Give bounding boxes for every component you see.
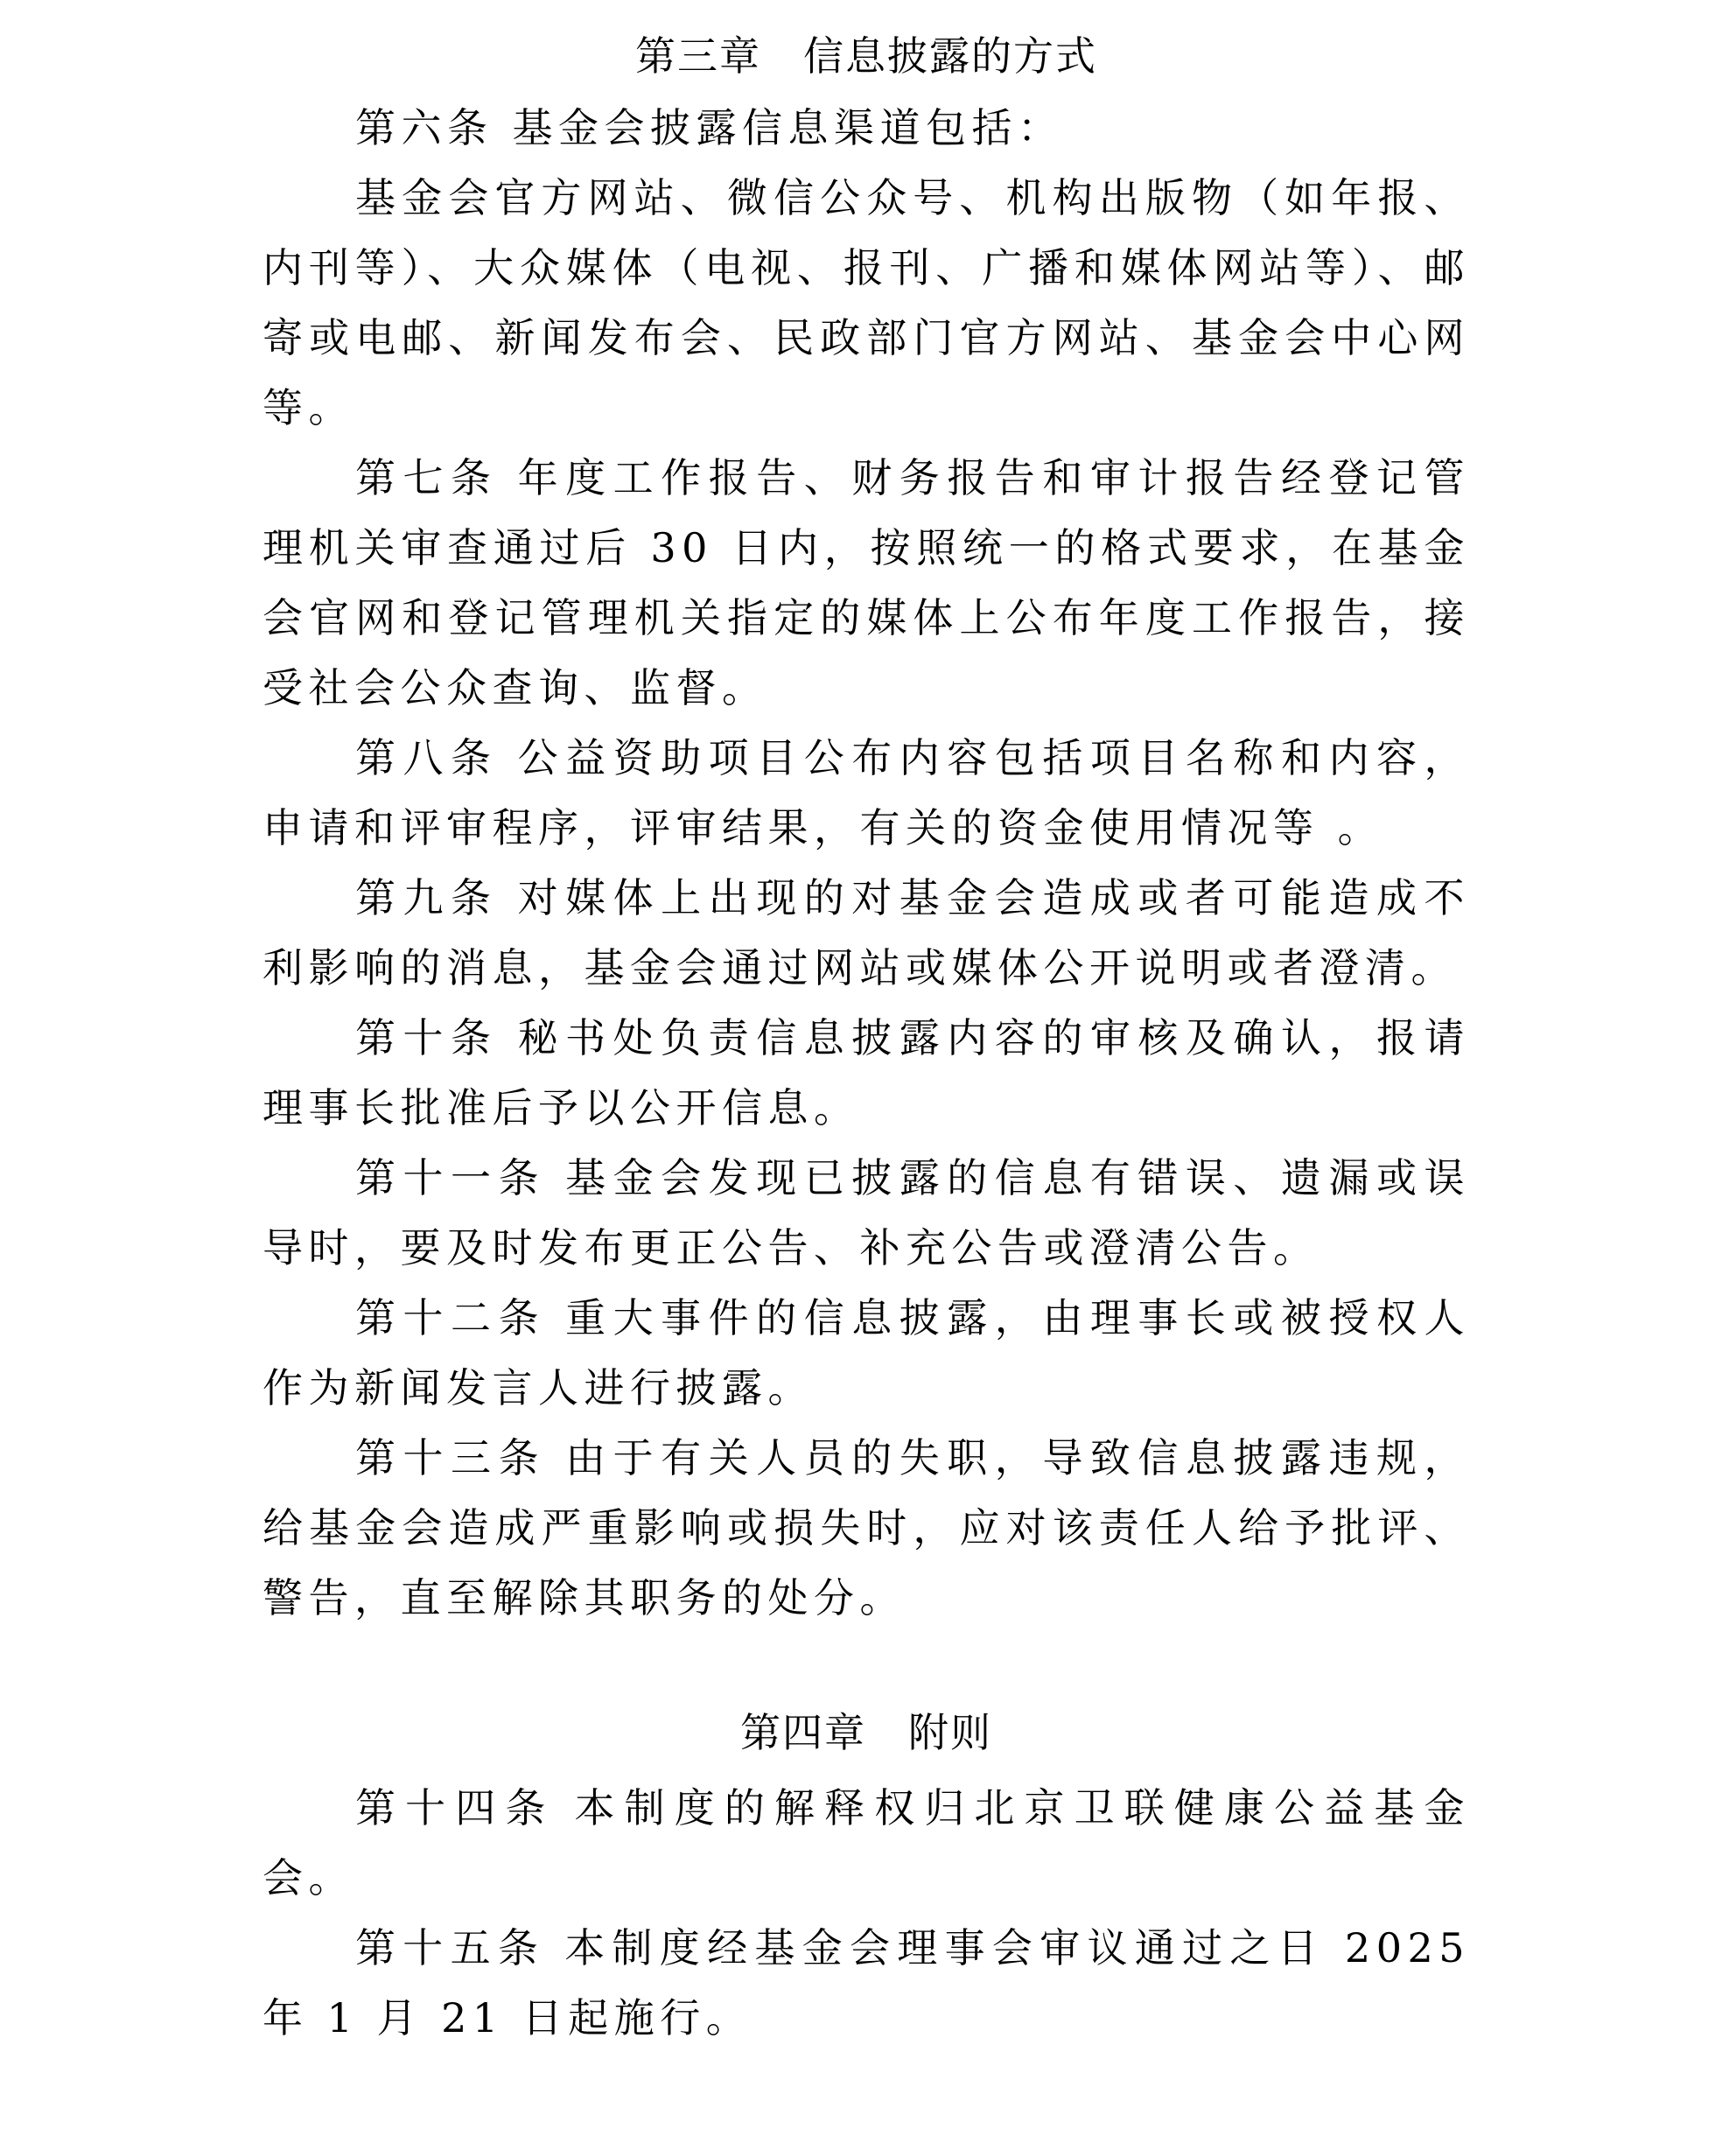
chapter-3-name: 信息披露的方式 (803, 32, 1097, 80)
article-number: 第九条 (355, 874, 499, 921)
article-15 (262, 1913, 1470, 2053)
article-number: 第十五条 (355, 1924, 546, 1971)
article-number: 第八条 (355, 734, 499, 781)
chapter-4-label: 第四章 (740, 1709, 866, 1756)
chapter-3-title (262, 30, 1470, 82)
article-number: 第十条 (355, 1014, 499, 1061)
article-number: 第十一条 (355, 1154, 547, 1201)
article-text: 公益资助项目公布内容包括项目名称和内容，申请和评审程序，评审结果，有关的资金使用情况等 。 (262, 734, 1471, 851)
article-6-channels (262, 163, 1470, 443)
article-number: 第七条 (355, 454, 499, 501)
article-text: 基金会发现已披露的信息有错误、遗漏或误导时，要及时发布更正公告、补充公告或澄清公告。 (262, 1154, 1471, 1271)
article-10 (262, 1003, 1470, 1143)
article-12 (262, 1283, 1470, 1423)
chapter-3-body (262, 93, 1470, 1633)
article-8 (262, 723, 1470, 863)
article-text: 秘书处负责信息披露内容的审核及确认，报请理事长批准后予以公开信息。 (262, 1014, 1471, 1131)
article-text: 基金会披露信息渠道包括： (512, 104, 1064, 151)
article-number: 第十三条 (355, 1434, 547, 1481)
article-number: 第十二条 (355, 1294, 547, 1341)
chapter-4-body (262, 1773, 1470, 2053)
article-14 (262, 1773, 1470, 1913)
article-text: 由于有关人员的失职，导致信息披露违规，给基金会造成严重影响或损失时，应对该责任人给予批评、警告，直至解除其职务的处分。 (262, 1434, 1471, 1621)
chapter-4-name: 附则 (908, 1709, 992, 1756)
article-text: 基金会官方网站、微信公众号、机构出版物（如年报、内刊等）、大众媒体（电视、报刊、广播和媒体网站等）、邮寄或电邮、新闻发布会、民政部门官方网站、基金会中心网等。 (262, 174, 1470, 431)
article-13 (262, 1423, 1470, 1633)
article-11 (262, 1143, 1470, 1283)
article-9 (262, 863, 1470, 1003)
article-text: 本制度的解释权归北京卫联健康公益基金会。 (262, 1784, 1471, 1901)
article-number: 第六条 (355, 104, 494, 151)
article-7 (262, 443, 1470, 723)
article-6 (262, 93, 1470, 163)
article-text: 重大事件的信息披露，由理事长或被授权人作为新闻发言人进行披露。 (262, 1294, 1471, 1411)
article-number: 第十四条 (355, 1784, 556, 1831)
chapter-4-title (262, 1706, 1470, 1759)
chapter-3-label: 第三章 (635, 32, 761, 80)
article-text: 本制度经基金会理事会审议通过之日 2025 年 1 月 21 日起施行。 (262, 1924, 1470, 2041)
article-text: 年度工作报告、财务报告和审计报告经登记管理机关审查通过后 30 日内，按照统一的格式要求，在基金会官网和登记管理机关指定的媒体上公布年度工作报告，接受社会公众查询、监督。 (262, 454, 1471, 711)
article-text: 对媒体上出现的对基金会造成或者可能造成不利影响的消息，基金会通过网站或媒体公开说明或者澄清。 (262, 874, 1471, 991)
